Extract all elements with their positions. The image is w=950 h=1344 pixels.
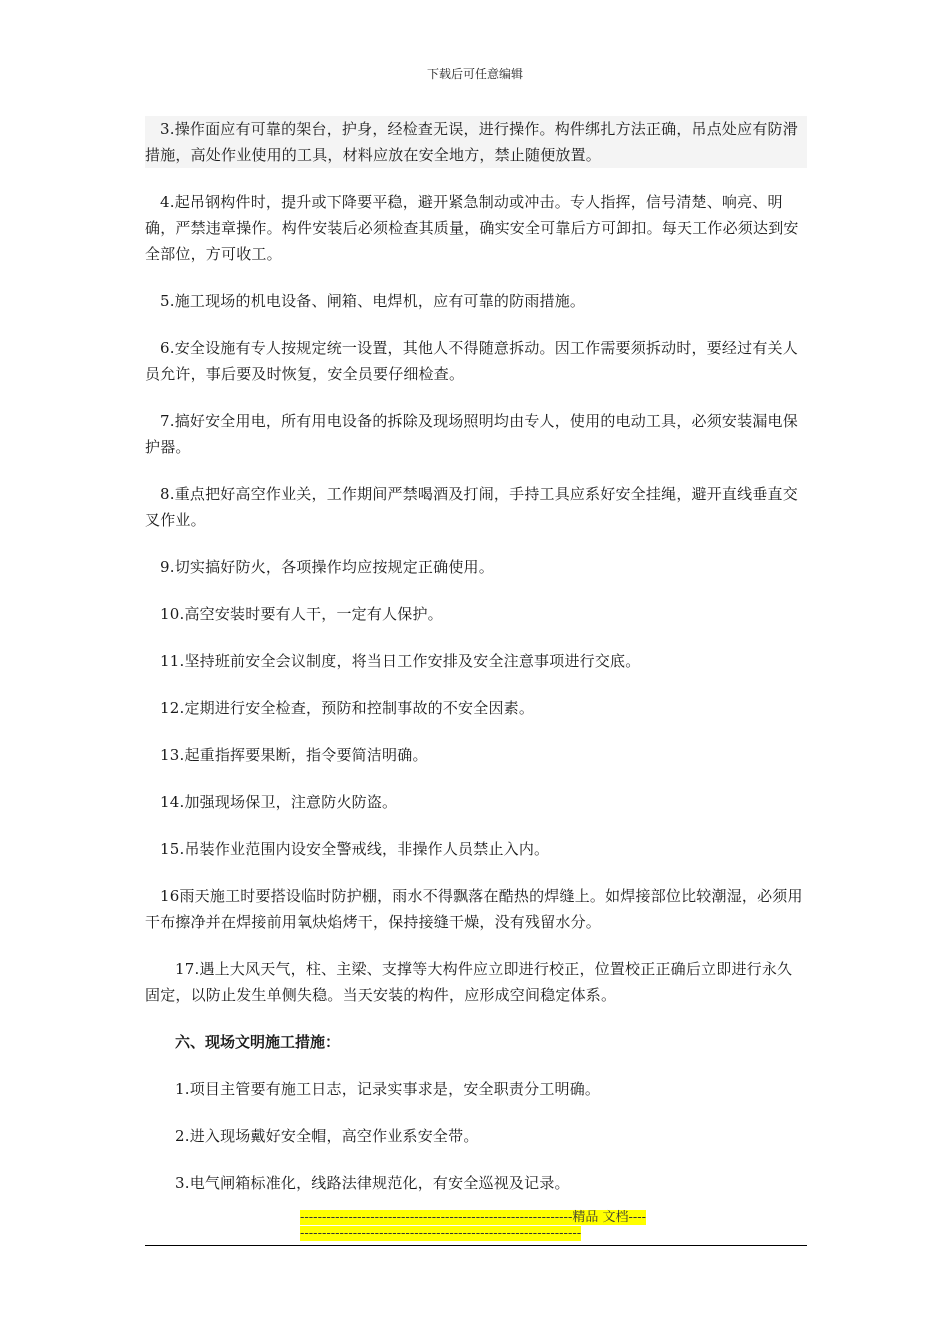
paragraph-13: 13.起重指挥要果断，指令要简洁明确。 [160,746,428,764]
section-item-1: 1.项目主管要有施工日志，记录实事求是，安全职责分工明确。 [175,1080,601,1098]
section-item-2: 2.进入现场戴好安全帽，高空作业系安全带。 [175,1127,479,1145]
paragraph-16: 16雨天施工时要搭设临时防护棚，雨水不得飘落在酷热的焊缝上。如焊接部位比较潮湿，必须用干布擦净并在焊接前用氧炔焰烤干，保持接缝干燥，没有残留水分。 [145,887,803,931]
paragraph-8: 8.重点把好高空作业关，工作期间严禁喝酒及打闹，手持工具应系好安全挂绳，避开直线垂直交叉作业。 [145,485,798,529]
footer-watermark [300,1210,650,1242]
paragraph-7: 7.搞好安全用电，所有用电设备的拆除及现场照明均由专人，使用的电动工具，必须安装漏电保护器。 [145,412,798,456]
document-body [145,116,807,1196]
footer-watermark-text: --------------------------------------------------------------精品 文档-------------------------------------------------------------------- [300,1210,647,1241]
paragraph-11: 11.坚持班前安全会议制度，将当日工作安排及安全注意事项进行交底。 [160,652,641,670]
paragraph-14: 14.加强现场保卫，注意防火防盗。 [160,793,398,811]
paragraph-12: 12.定期进行安全检查，预防和控制事故的不安全因素。 [160,699,535,717]
section-item-3: 3.电气闸箱标准化，线路法律规范化，有安全巡视及记录。 [175,1174,570,1192]
paragraph-5: 5.施工现场的机电设备、闸箱、电焊机，应有可靠的防雨措施。 [160,292,586,310]
paragraph-3: 3.操作面应有可靠的架台，护身，经检查无误，进行操作。构件绑扎方法正确，吊点处应有防滑措施，高处作业使用的工具，材料应放在安全地方，禁止随便放置。 [145,116,807,168]
paragraph-17: 17.遇上大风天气，柱、主梁、支撑等大构件应立即进行校正，位置校正正确后立即进行永久固定，以防止发生单侧失稳。当天安装的构件，应形成空间稳定体系。 [145,960,793,1004]
section-heading: 六、现场文明施工措施： [175,1033,341,1051]
paragraph-10: 10.高空安装时要有人干，一定有人保护。 [160,605,443,623]
paragraph-6: 6.安全设施有专人按规定统一设置，其他人不得随意拆动。因工作需要须拆动时，要经过有关人员允许，事后要及时恢复，安全员要仔细检查。 [145,339,798,383]
footer-divider [145,1245,807,1246]
page-header: 下载后可任意编辑 [426,67,523,81]
paragraph-15: 15.吊装作业范围内设安全警戒线，非操作人员禁止入内。 [160,840,550,858]
paragraph-9: 9.切实搞好防火，各项操作均应按规定正确使用。 [160,558,494,576]
paragraph-4: 4.起吊钢构件时，提升或下降要平稳，避开紧急制动或冲击。专人指挥，信号清楚、响亮、明确，严禁违章操作。构件安装后必须检查其质量，确实安全可靠后方可卸扣。每天工作必须达到安全部位，方可收工。 [145,193,799,263]
